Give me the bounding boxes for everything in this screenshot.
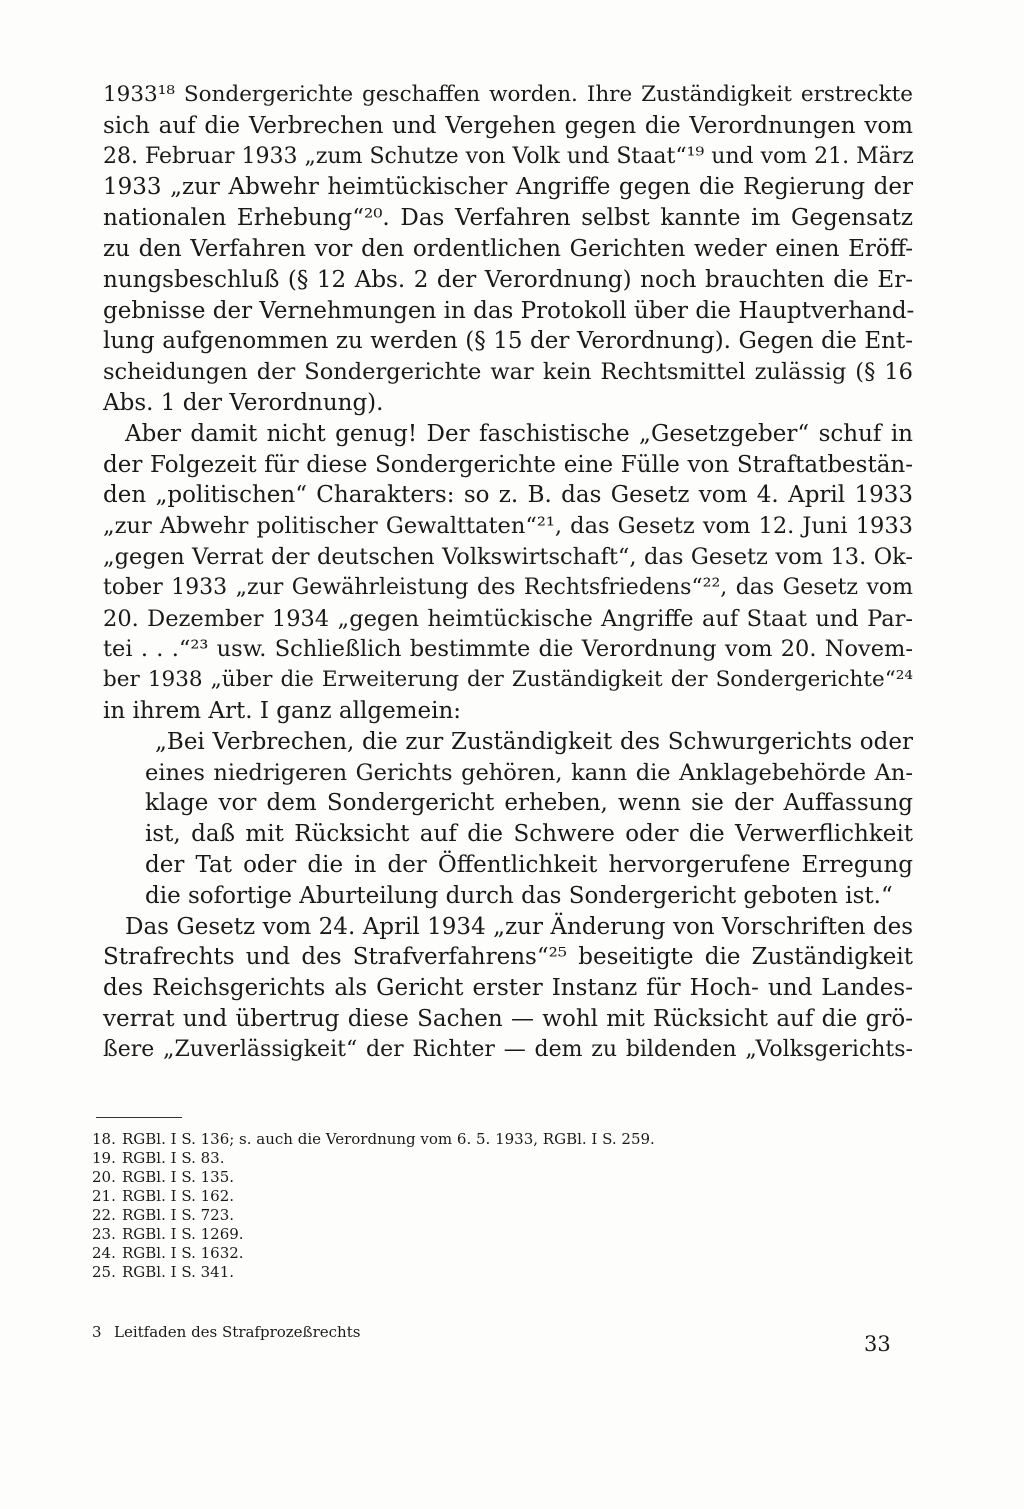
footnote-text: RGBl. I S. 1269. [122,1225,244,1243]
text-line: zu den Verfahren vor den ordentlichen Gerichten weder einen Eröff- [103,235,913,262]
footnote [92,1130,852,1149]
footnote [92,1244,852,1263]
footnote-text: RGBl. I S. 1632. [122,1244,244,1262]
quote-line: der Tat oder die in der Öffentlichkeit hervorgerufene Erregung [145,851,913,878]
text-line: 28. Februar 1933 „zum Schutze von Volk und Staat“¹⁹ und vom 21. März [103,143,914,169]
footnote [92,1168,852,1187]
text-line: ber 1938 „über die Erweiterung der Zuständigkeit der Sondergerichte“²⁴ [103,667,913,693]
paragraph-3 [103,912,913,1066]
footnote [92,1187,852,1206]
footnote-text: RGBl. I S. 162. [122,1187,235,1205]
footnote-text: RGBl. I S. 135. [122,1168,235,1186]
book-title: Leitfaden des Strafprozeßrechts [114,1323,361,1341]
page-number: 33 [864,1332,891,1356]
text-line: nungsbeschluß (§ 12 Abs. 2 der Verordnung) noch brauchten die Er- [103,266,913,293]
text-line: tober 1933 „zur Gewährleistung des Rechtsfriedens“²², das Gesetz vom [103,574,913,600]
footnote-text: RGBl. I S. 341. [122,1263,235,1281]
footnote-number: 21. [92,1187,116,1205]
signature-line [92,1322,360,1342]
footnote-number: 23. [92,1225,116,1243]
text-line: 20. Dezember 1934 „gegen heimtückische Angriffe auf Staat und Par- [103,605,913,632]
text-line: ßere „Zuverlässigkeit“ der Richter — dem zu bildenden „Volksgerichts- [103,1036,913,1062]
footnote-number: 22. [92,1206,116,1224]
text-line: sich auf die Verbrechen und Vergehen gegen die Verordnungen vom [103,112,913,139]
footnote-text: RGBl. I S. 136; s. auch die Verordnung vom 6. 5. 1933, RGBl. I S. 259. [122,1130,655,1148]
paragraph-2 [103,419,913,727]
footnote-rule [96,1117,182,1118]
footnote-number: 25. [92,1263,116,1281]
footnote-number: 24. [92,1244,116,1262]
footnote-number: 20. [92,1168,116,1186]
quote-line: eines niedrigeren Gerichts gehören, kann die Anklagebehörde An- [145,759,913,786]
footnote [92,1206,852,1225]
text-line: lung aufgenommen zu werden (§ 15 der Verordnung). Gegen die Ent- [103,328,913,355]
footnote [92,1225,852,1244]
text-line: nationalen Erhebung“²⁰. Das Verfahren selbst kannte im Gegensatz [103,205,913,232]
text-line: gebnisse der Vernehmungen in das Protokoll über die Hauptverhand- [103,297,915,324]
text-line: tei . . .“²³ usw. Schließlich bestimmte die Verordnung vom 20. Novem- [103,636,913,663]
text-line: scheidungen der Sondergerichte war kein Rechtsmittel zulässig (§ 16 [103,359,913,386]
footnotes [92,1130,852,1282]
footnote-number: 18. [92,1130,116,1148]
text-line: Das Gesetz vom 24. April 1934 „zur Änderung von Vorschriften des [125,913,913,940]
text-line: in ihrem Art. I ganz allgemein: [103,697,462,724]
paragraph-1 [103,80,913,419]
footnote [92,1149,852,1168]
text-line: Abs. 1 der Verordnung). [103,389,384,416]
text-line: des Reichsgerichts als Gericht erster Instanz für Hoch- und Landes- [103,975,913,1002]
text-line: Strafrechts und des Strafverfahrens“²⁵ beseitigte die Zuständigkeit [103,944,913,971]
quote-line: „Bei Verbrechen, die zur Zuständigkeit des Schwurgerichts oder [155,728,913,755]
text-line: Aber damit nicht genug! Der faschistische „Gesetzgeber“ schuf in [125,420,913,447]
text-line: der Folgezeit für diese Sondergerichte eine Fülle von Straftatbestän- [103,451,913,478]
signature-mark: 3 [92,1323,102,1341]
text-line: 1933¹⁸ Sondergerichte geschaffen worden. Ihre Zuständigkeit erstreckte [103,82,913,107]
body-text [103,80,913,1066]
footnote-text: RGBl. I S. 723. [122,1206,235,1224]
text-line: „gegen Verrat der deutschen Volkswirtschaft“, das Gesetz vom 13. Ok- [103,543,913,570]
text-line: „zur Abwehr politischer Gewalttaten“²¹, das Gesetz vom 12. Juni 1933 [103,513,913,540]
quote-line: ist, daß mit Rücksicht auf die Schwere oder die Verwerflichkeit [145,821,913,848]
text-line: 1933 „zur Abwehr heimtückischer Angriffe gegen die Regierung der [103,174,913,201]
footnote [92,1263,852,1282]
text-line: den „politischen“ Charakters: so z. B. das Gesetz vom 4. April 1933 [103,482,913,509]
text-line: verrat und übertrug diese Sachen — wohl mit Rücksicht auf die grö- [103,1005,913,1032]
footnote-number: 19. [92,1149,116,1167]
quote-line: die sofortige Aburteilung durch das Sondergericht geboten ist.“ [145,882,893,909]
footnote-text: RGBl. I S. 83. [122,1149,225,1167]
block-quote [103,727,913,912]
quote-line: klage vor dem Sondergericht erheben, wenn sie der Auffassung [145,790,913,817]
